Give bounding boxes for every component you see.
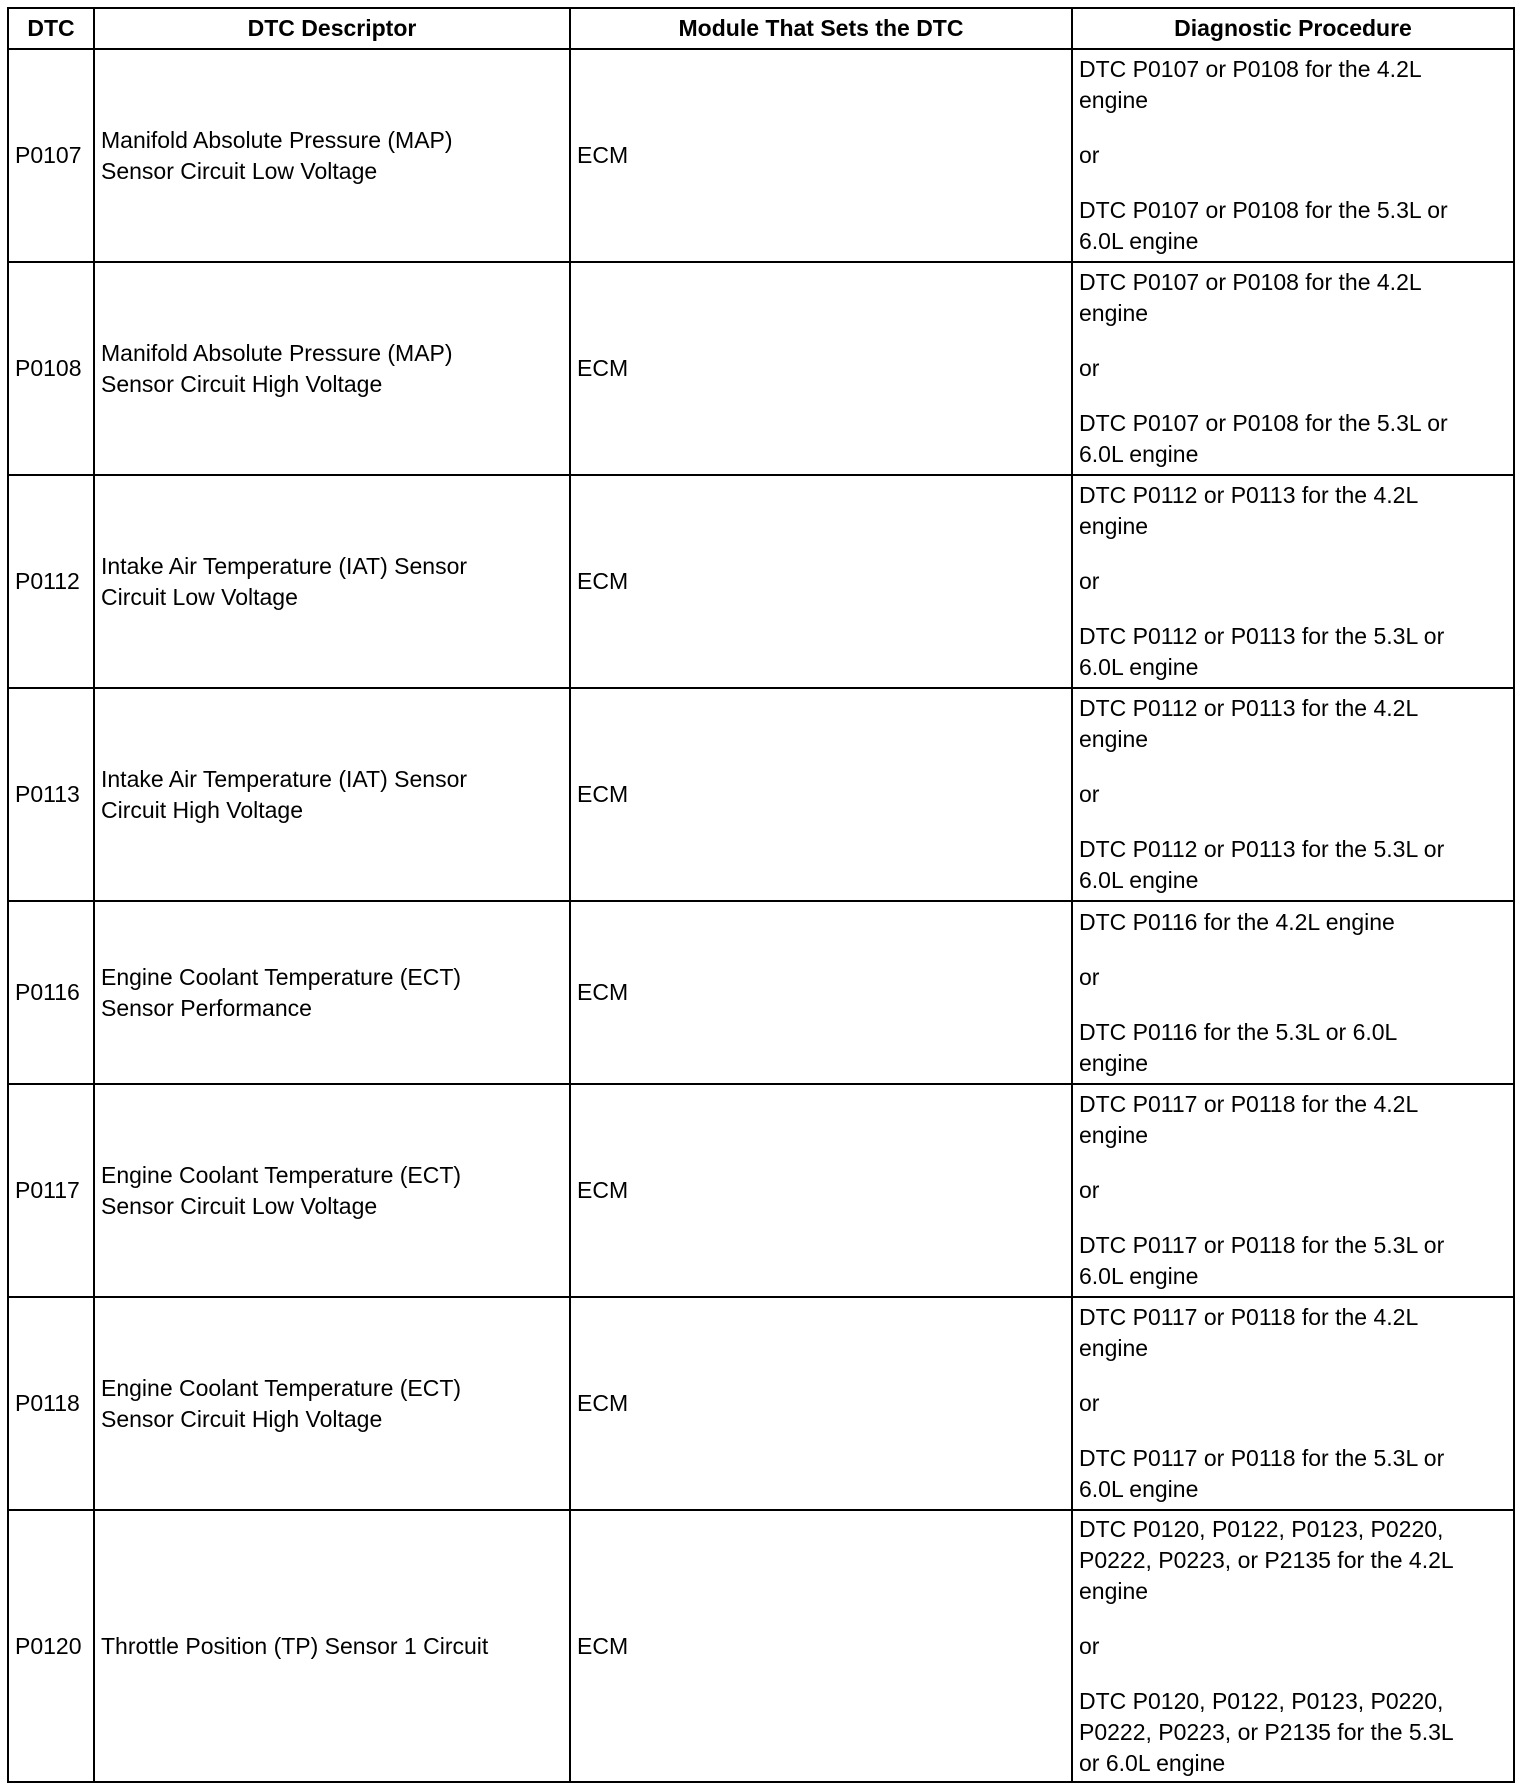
paragraph-gap xyxy=(1079,329,1507,353)
procedure-cell xyxy=(1072,901,1514,1084)
procedure-line: engine xyxy=(1079,300,1149,326)
procedure-cell xyxy=(1072,475,1514,688)
table-row xyxy=(8,1510,1514,1782)
procedure-cell xyxy=(1072,1084,1514,1297)
descriptor-line: Engine Coolant Temperature (ECT) xyxy=(101,1374,462,1401)
procedure-line: 6.0L engine xyxy=(1079,1263,1199,1289)
procedure-paragraph xyxy=(1079,962,1507,993)
descriptor-line: Intake Air Temperature (IAT) Sensor xyxy=(101,552,468,579)
header-row xyxy=(8,8,1514,49)
dtc-code: P0113 xyxy=(8,688,94,901)
descriptor-line: Sensor Performance xyxy=(101,994,312,1021)
procedure-line: engine xyxy=(1079,726,1149,752)
dtc-code: P0112 xyxy=(8,475,94,688)
procedure-line: engine xyxy=(1079,1577,1149,1604)
procedure-paragraph xyxy=(1079,907,1507,938)
procedure-cell xyxy=(1072,49,1514,262)
paragraph-gap xyxy=(1079,993,1507,1017)
procedure-line: engine xyxy=(1079,513,1149,539)
paragraph-gap xyxy=(1079,1607,1507,1631)
module-cell: ECM xyxy=(570,475,1072,688)
procedure-line: DTC P0112 or P0113 for the 4.2L xyxy=(1079,695,1419,721)
descriptor-line: Throttle Position (TP) Sensor 1 Circuit xyxy=(101,1632,489,1659)
procedure-paragraph xyxy=(1079,140,1507,171)
procedure-cell xyxy=(1072,262,1514,475)
procedure-paragraph xyxy=(1079,1631,1507,1662)
dtc-descriptor xyxy=(94,1084,570,1297)
procedure-line: DTC P0107 or P0108 for the 5.3L or xyxy=(1079,197,1448,223)
descriptor-line: Manifold Absolute Pressure (MAP) xyxy=(101,339,453,366)
procedure-line: P0222, P0223, or P2135 for the 5.3L xyxy=(1079,1718,1454,1745)
procedure-line: or 6.0L engine xyxy=(1079,1749,1226,1776)
procedure-paragraph xyxy=(1079,1302,1507,1364)
table-row xyxy=(8,49,1514,262)
procedure-line: DTC P0112 or P0113 for the 5.3L or xyxy=(1079,623,1445,649)
descriptor-line: Engine Coolant Temperature (ECT) xyxy=(101,963,462,990)
procedure-line: or xyxy=(1079,355,1100,381)
descriptor-line: Intake Air Temperature (IAT) Sensor xyxy=(101,765,468,792)
procedure-paragraph xyxy=(1079,1175,1507,1206)
descriptor-line: Sensor Circuit Low Voltage xyxy=(101,1192,378,1219)
dtc-code: P0120 xyxy=(8,1510,94,1782)
procedure-paragraph xyxy=(1079,480,1507,542)
paragraph-gap xyxy=(1079,1364,1507,1388)
procedure-cell xyxy=(1072,688,1514,901)
dtc-descriptor xyxy=(94,475,570,688)
procedure-cell xyxy=(1072,1510,1514,1782)
procedure-line: 6.0L engine xyxy=(1079,228,1199,254)
paragraph-gap xyxy=(1079,542,1507,566)
procedure-line: DTC P0117 or P0118 for the 5.3L or xyxy=(1079,1232,1445,1258)
procedure-paragraph xyxy=(1079,195,1507,257)
module-cell: ECM xyxy=(570,1297,1072,1510)
procedure-cell xyxy=(1072,1297,1514,1510)
procedure-line: DTC P0117 or P0118 for the 4.2L xyxy=(1079,1091,1419,1117)
paragraph-gap xyxy=(1079,1206,1507,1230)
paragraph-gap xyxy=(1079,755,1507,779)
module-cell: ECM xyxy=(570,901,1072,1084)
procedure-line: DTC P0117 or P0118 for the 4.2L xyxy=(1079,1304,1419,1330)
procedure-line: DTC P0107 or P0108 for the 4.2L xyxy=(1079,269,1422,295)
procedure-line: engine xyxy=(1079,1335,1149,1361)
table-row xyxy=(8,1084,1514,1297)
module-cell: ECM xyxy=(570,1084,1072,1297)
procedure-line: DTC P0116 for the 4.2L engine xyxy=(1079,908,1395,935)
descriptor-line: Engine Coolant Temperature (ECT) xyxy=(101,1161,462,1188)
procedure-paragraph xyxy=(1079,54,1507,116)
procedure-line: DTC P0120, P0122, P0123, P0220, xyxy=(1079,1687,1444,1714)
descriptor-line: Circuit Low Voltage xyxy=(101,583,298,610)
procedure-paragraph xyxy=(1079,779,1507,810)
procedure-line: DTC P0107 or P0108 for the 5.3L or xyxy=(1079,410,1448,436)
procedure-paragraph xyxy=(1079,1089,1507,1151)
header-descriptor: DTC Descriptor xyxy=(94,8,570,49)
procedure-line: P0222, P0223, or P2135 for the 4.2L xyxy=(1079,1546,1454,1573)
procedure-line: DTC P0117 or P0118 for the 5.3L or xyxy=(1079,1445,1445,1471)
module-cell: ECM xyxy=(570,49,1072,262)
procedure-line: DTC P0120, P0122, P0123, P0220, xyxy=(1079,1515,1444,1542)
procedure-paragraph xyxy=(1079,1686,1507,1779)
procedure-paragraph xyxy=(1079,1388,1507,1419)
paragraph-gap xyxy=(1079,171,1507,195)
dtc-descriptor xyxy=(94,49,570,262)
procedure-line: or xyxy=(1079,1177,1100,1203)
procedure-line: 6.0L engine xyxy=(1079,441,1199,467)
module-cell: ECM xyxy=(570,1510,1072,1782)
paragraph-gap xyxy=(1079,810,1507,834)
procedure-paragraph xyxy=(1079,408,1507,470)
dtc-table xyxy=(7,7,1515,1783)
dtc-code: P0116 xyxy=(8,901,94,1084)
paragraph-gap xyxy=(1079,384,1507,408)
procedure-paragraph xyxy=(1079,1514,1507,1607)
dtc-descriptor xyxy=(94,1297,570,1510)
procedure-paragraph xyxy=(1079,353,1507,384)
table-row xyxy=(8,262,1514,475)
procedure-line: or xyxy=(1079,1632,1100,1659)
procedure-line: engine xyxy=(1079,1049,1149,1076)
procedure-line: 6.0L engine xyxy=(1079,867,1199,893)
dtc-descriptor xyxy=(94,1510,570,1782)
table-row xyxy=(8,901,1514,1084)
table-row xyxy=(8,688,1514,901)
paragraph-gap xyxy=(1079,1419,1507,1443)
procedure-paragraph xyxy=(1079,621,1507,683)
descriptor-line: Sensor Circuit Low Voltage xyxy=(101,157,378,184)
procedure-line: or xyxy=(1079,781,1100,807)
procedure-paragraph xyxy=(1079,1443,1507,1505)
paragraph-gap xyxy=(1079,597,1507,621)
procedure-line: or xyxy=(1079,1390,1100,1416)
procedure-line: engine xyxy=(1079,87,1149,113)
procedure-paragraph xyxy=(1079,566,1507,597)
paragraph-gap xyxy=(1079,1662,1507,1686)
table-row xyxy=(8,1297,1514,1510)
module-cell: ECM xyxy=(570,688,1072,901)
procedure-line: DTC P0112 or P0113 for the 4.2L xyxy=(1079,482,1419,508)
procedure-paragraph xyxy=(1079,834,1507,896)
procedure-line: DTC P0116 for the 5.3L or 6.0L xyxy=(1079,1018,1398,1045)
dtc-descriptor xyxy=(94,262,570,475)
descriptor-line: Sensor Circuit High Voltage xyxy=(101,1405,383,1432)
dtc-code: P0108 xyxy=(8,262,94,475)
procedure-paragraph xyxy=(1079,267,1507,329)
module-cell: ECM xyxy=(570,262,1072,475)
paragraph-gap xyxy=(1079,1151,1507,1175)
header-dtc: DTC xyxy=(8,8,94,49)
procedure-line: engine xyxy=(1079,1122,1149,1148)
table-row xyxy=(8,475,1514,688)
descriptor-line: Circuit High Voltage xyxy=(101,796,303,823)
procedure-paragraph xyxy=(1079,693,1507,755)
procedure-line: or xyxy=(1079,963,1100,990)
header-procedure: Diagnostic Procedure xyxy=(1072,8,1514,49)
procedure-line: DTC P0107 or P0108 for the 4.2L xyxy=(1079,56,1422,82)
procedure-line: 6.0L engine xyxy=(1079,1476,1199,1502)
procedure-paragraph xyxy=(1079,1017,1507,1079)
dtc-code: P0118 xyxy=(8,1297,94,1510)
paragraph-gap xyxy=(1079,938,1507,962)
paragraph-gap xyxy=(1079,116,1507,140)
procedure-paragraph xyxy=(1079,1230,1507,1292)
descriptor-line: Manifold Absolute Pressure (MAP) xyxy=(101,126,453,153)
dtc-descriptor xyxy=(94,688,570,901)
procedure-line: 6.0L engine xyxy=(1079,654,1199,680)
procedure-line: DTC P0112 or P0113 for the 5.3L or xyxy=(1079,836,1445,862)
procedure-line: or xyxy=(1079,142,1100,168)
dtc-code: P0107 xyxy=(8,49,94,262)
dtc-descriptor xyxy=(94,901,570,1084)
header-module: Module That Sets the DTC xyxy=(570,8,1072,49)
descriptor-line: Sensor Circuit High Voltage xyxy=(101,370,383,397)
dtc-code: P0117 xyxy=(8,1084,94,1297)
table-body xyxy=(8,49,1514,1782)
procedure-line: or xyxy=(1079,568,1100,594)
